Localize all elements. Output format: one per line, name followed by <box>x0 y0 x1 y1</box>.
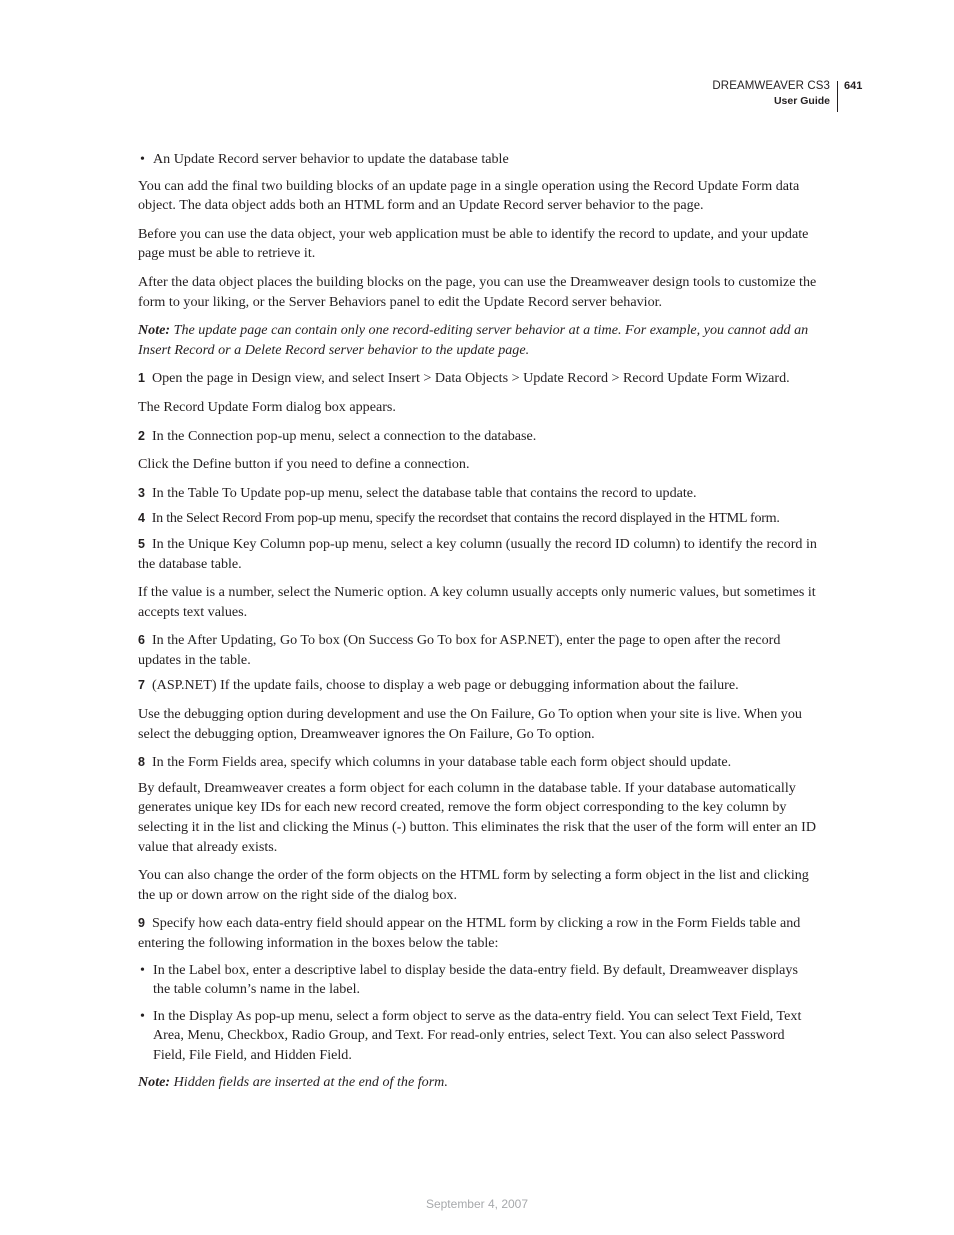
bullet-icon: • <box>140 151 145 167</box>
footer-date: September 4, 2007 <box>425 1197 529 1211</box>
list-item-text: In the Display As pop-up menu, select a form object to serve as the data-entry field. You can select Text Field, Text Area, Menu, Checkbox, Radio Group, and Text. For read-only entries, select Text. You can also select Password Field, File Field, and Hidden Field. <box>153 1007 802 1063</box>
paragraph: If the value is a number, select the Numeric option. A key column usually accepts only numeric values, but sometimes it accepts text values. <box>138 584 816 620</box>
page-body <box>138 150 818 1101</box>
paragraph: Use the debugging option during development and use the On Failure, Go To option when your site is live. When you select the debugging option, Dreamweaver ignores the On Failure, Go To option. <box>138 706 802 742</box>
step-text: In the Connection pop-up menu, select a connection to the database. <box>151 427 537 444</box>
paragraph: After the data object places the building blocks on the page, you can use the Dreamweaver design tools to customize the form to your liking, or the Server Behaviors panel to edit the Update Record server behavior. <box>138 273 817 310</box>
note-label: Note: <box>138 322 171 339</box>
step-text: In the Form Fields area, specify which columns in your database table each form object should update. <box>151 754 732 771</box>
step <box>138 535 818 574</box>
note <box>138 321 818 360</box>
list-item-text: In the Label box, enter a descriptive label to display beside the data-entry field. By default, Dreamweaver displays the table column’s name in the label. <box>153 961 798 998</box>
page-number: 641 <box>844 80 863 92</box>
step-number: 9 <box>138 916 145 931</box>
note <box>138 1073 818 1093</box>
step <box>138 914 818 953</box>
list-item <box>138 961 818 1000</box>
list-item-text: An Update Record server behavior to update the database table <box>153 151 509 167</box>
step-text: (ASP.NET) If the update fails, choose to display a web page or debugging information about the failure. <box>151 677 739 694</box>
step-number: 4 <box>138 511 145 526</box>
step-text: In the Table To Update pop-up menu, select the database table that contains the record to update. <box>151 484 697 501</box>
step-text: Open the page in Design view, and select Insert > Data Objects > Update Record > Record Update Form Wizard. <box>151 370 790 387</box>
step-number: 2 <box>138 428 145 443</box>
bullet-icon: • <box>140 961 145 978</box>
paragraph: The Record Update Form dialog box appears. <box>138 398 396 415</box>
step-number: 1 <box>138 371 145 386</box>
header-titles <box>712 79 830 109</box>
paragraph: Click the Define button if you need to define a connection. <box>138 456 470 473</box>
step-text: In the After Updating, Go To box (On Success Go To box for ASP.NET), enter the page to open after the record updates in the table. <box>138 632 781 668</box>
step <box>138 676 818 696</box>
step <box>138 369 818 389</box>
header-divider <box>837 81 838 112</box>
step <box>138 753 818 773</box>
note-text: Hidden fields are inserted at the end of the form. <box>170 1073 448 1090</box>
step-text: Specify how each data-entry field should appear on the HTML form by clicking a row in the Form Fields table and entering the following information in the boxes below the table: <box>138 915 801 951</box>
list-item <box>138 150 818 170</box>
paragraph: You can add the final two building blocks of an update page in a single operation using the Record Update Form data object. The data object adds both an HTML form and an Update Record server behavior to the page. <box>138 177 800 214</box>
step <box>138 484 818 504</box>
paragraph: Before you can use the data object, your web application must be able to identify the record to update, and your update page must be able to retrieve it. <box>138 225 809 262</box>
product-name: DREAMWEAVER CS3 <box>712 80 830 92</box>
step-text: In the Select Record From pop-up menu, specify the recordset that contains the record displayed in the HTML form. <box>151 510 780 527</box>
step-number: 3 <box>138 485 145 500</box>
note-text: The update page can contain only one record-editing server behavior at a time. For example, you cannot add an Insert Record or a Delete Record server behavior to the update page. <box>138 322 809 358</box>
step-number: 6 <box>138 633 145 648</box>
list-item <box>138 1007 818 1066</box>
guide-name: User Guide <box>773 95 830 107</box>
paragraph: By default, Dreamweaver creates a form object for each column in the database table. If your database automatically generates unique key IDs for each new record created, remove the form object corresponding to the key column by selecting it in the list and clicking the Minus (-) button. This eliminates the risk that the user of the form will enter an ID value that already exists. <box>138 779 817 855</box>
step <box>138 509 818 529</box>
step-text: In the Unique Key Column pop-up menu, select a key column (usually the record ID column) to identify the record in the database table. <box>138 535 817 572</box>
note-label: Note: <box>138 1073 171 1090</box>
paragraph: You can also change the order of the form objects on the HTML form by selecting a form object in the list and clicking the up or down arrow on the right side of the dialog box. <box>138 867 809 903</box>
step-number: 7 <box>138 678 145 693</box>
step-number: 8 <box>138 755 145 770</box>
step-number: 5 <box>138 536 145 551</box>
step <box>138 427 818 447</box>
step <box>138 631 818 670</box>
bullet-icon: • <box>140 1007 145 1024</box>
